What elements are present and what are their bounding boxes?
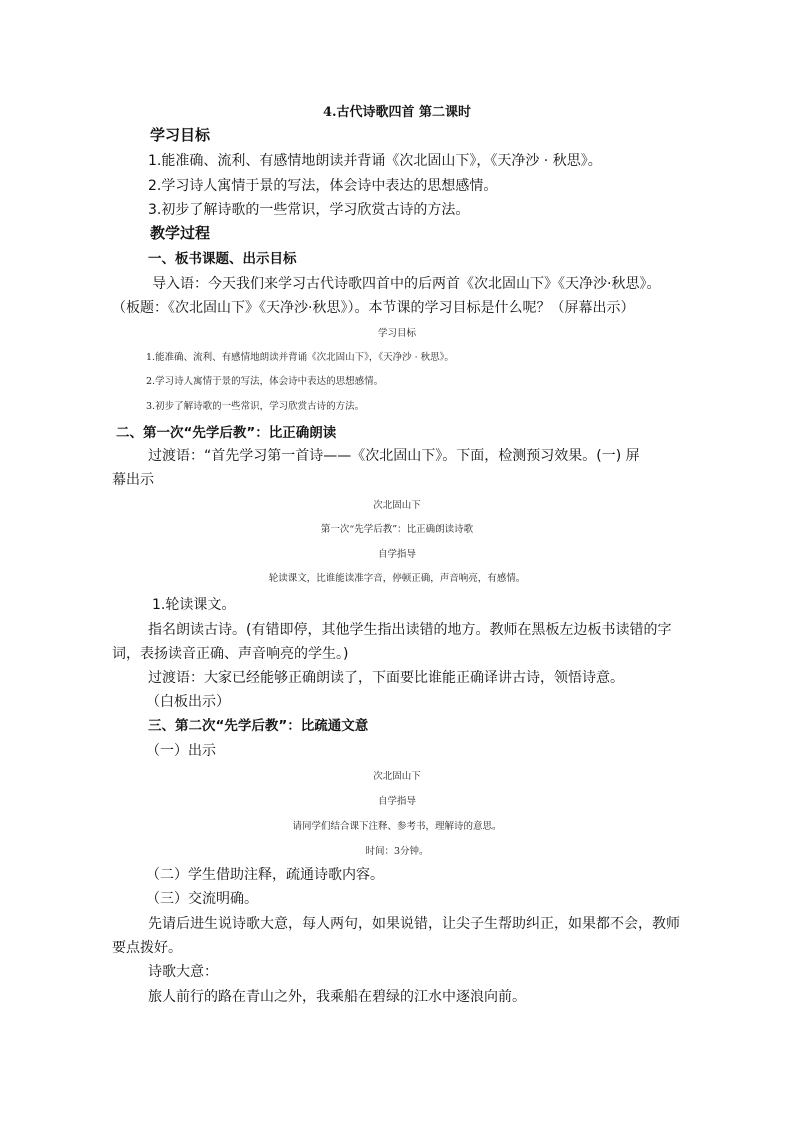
objective-item: 3.初步了解诗歌的一些常识，学习欣赏古诗的方法。	[148, 202, 470, 218]
section3-heading: 三、第二次“先学后教”：比疏通文意	[148, 718, 369, 734]
screen-reading-task: 第一次“先学后教”：比正确朗读诗歌	[320, 524, 474, 535]
section1-intro-line1: 导入语：今天我们来学习古代诗歌四首中的后两首《次北固山下》《天净沙·秋思》。	[152, 276, 661, 292]
section3-step3: （三）交流明确。	[146, 891, 258, 907]
section2-transition2: 过渡语：大家已经能够正确朗读了，下面要比谁能正确译讲古诗，领悟诗意。	[148, 670, 624, 686]
process-heading: 教学过程	[150, 224, 211, 242]
section2-transition-line2: 幕出示	[112, 472, 154, 488]
screen-poem-title: 次北固山下	[373, 500, 421, 511]
section2-para-line2: 词，表扬读音正确、声音响亮的学生。)	[112, 646, 349, 662]
document-title: 4.古代诗歌四首 第二课时	[322, 105, 472, 120]
screen-time-limit: 时间：3分钟。	[365, 846, 429, 857]
screen-objective-item: 2.学习诗人寓情于景的写法，体会诗中表达的思想感情。	[146, 376, 384, 387]
section3-step2: （二）学生借助注释，疏通诗歌内容。	[146, 867, 384, 883]
objective-item: 1.能准确、流利、有感情地朗读并背诵《次北固山下》，《天净沙 · 秋思》。	[148, 153, 602, 169]
section1-intro-line2: （板题：《次北固山下》《天净沙·秋思》）。本节课的学习目标是什么呢？（屏幕出示）	[112, 300, 635, 316]
whiteboard-note: （白板出示）	[146, 694, 230, 710]
screen-objectives-title: 学习目标	[377, 328, 416, 339]
screen-objective-item: 3.初步了解诗歌的一些常识，学习欣赏古诗的方法。	[146, 401, 365, 412]
section2-heading: 二、第一次“先学后教”：比正确朗读	[116, 425, 337, 441]
section2-para-line1: 指名朗读古诗。(有错即停，其他学生指出读错的地方。教师在黑板左边板书读错的字	[148, 622, 672, 638]
screen-objective-item: 1.能准确、流利、有感情地朗读并背诵《次北固山下》，《天净沙 · 秋思》。	[146, 352, 454, 363]
step-rotate-reading: 1.轮读课文。	[152, 597, 236, 613]
screen-guide-title: 自学指导	[377, 549, 416, 560]
screen-poem-title-2: 次北固山下	[373, 771, 421, 782]
objective-item: 2.学习诗人寓情于景的写法，体会诗中表达的思想感情。	[148, 178, 498, 194]
poem-meaning-text: 旅人前行的路在青山之外，我乘船在碧绿的江水中逐浪向前。	[148, 989, 526, 1005]
screen-guide-text: 轮读课文，比谁能读准字音，停顿正确，声音响亮，有感情。	[268, 573, 526, 584]
screen-guide-text-2: 请同学们结合课下注释、参考书，理解诗的意思。	[292, 821, 502, 832]
screen-guide-title-2: 自学指导	[377, 796, 416, 807]
section3-para-line2: 要点拨好。	[112, 940, 182, 956]
section1-heading: 一、板书课题、出示目标	[148, 251, 297, 267]
section3-show: （一）出示	[146, 743, 216, 759]
poem-meaning-label: 诗歌大意：	[148, 964, 218, 980]
objectives-heading: 学习目标	[150, 126, 211, 144]
section2-transition-line1: 过渡语：“首先学习第一首诗——《次北固山下》。下面，检测预习效果。(一) 屏	[148, 448, 640, 464]
section3-para-line1: 先请后进生说诗歌大意，每人两句，如果说错，让尖子生帮助纠正，如果都不会，教师	[148, 916, 680, 932]
